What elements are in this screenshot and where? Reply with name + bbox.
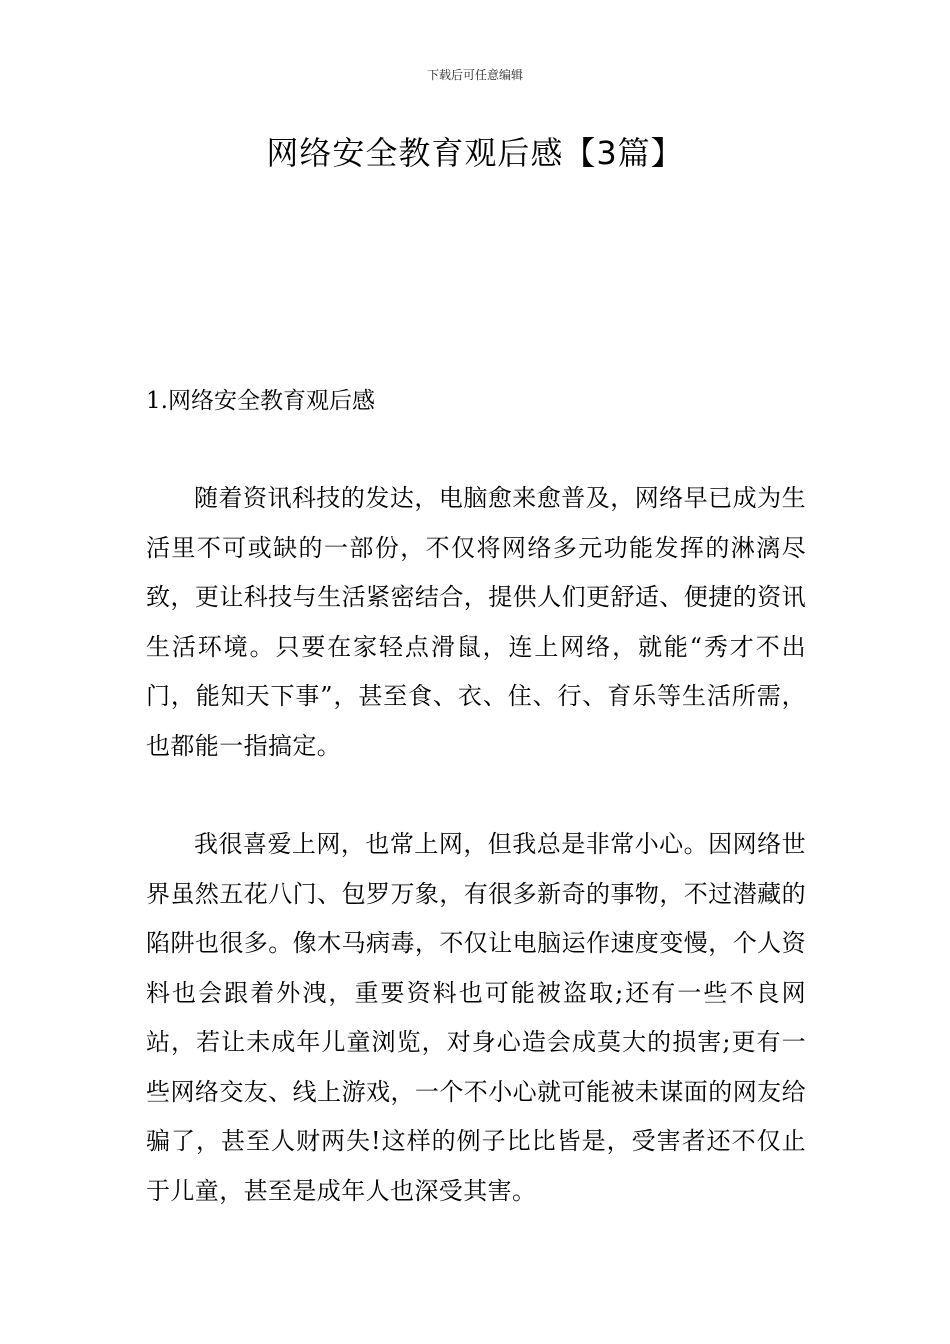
header-note: 下载后可任意编辑 xyxy=(426,68,523,82)
paragraph-2: 我很喜爱上网，也常上网，但我总是非常小心。因网络世界虽然五花八门、包罗万象，有很多新奇的事物，不过潜藏的陷阱也很多。像木马病毒，不仅让电脑运作速度变慢，个人资料也会跟着外洩，重要资料也可能被盗取;还有一些不良网站，若让未成年儿童浏览，对身心造会成莫大的损害;更有一些网络交友、线上游戏，一个不小心就可能被未谋面的网友给骗了，甚至人财两失!这样的例子比比皆是，受害者还不仅止于儿童，甚至是成年人也深受其害。 xyxy=(146,830,806,1205)
paragraph-1: 随着资讯科技的发达，电脑愈来愈普及，网络早已成为生活里不可或缺的一部份，不仅将网络多元功能发挥的淋漓尽致，更让科技与生活紧密结合，提供人们更舒适、便捷的资讯生活环境。只要在家轻点滑鼠，连上网络，就能“秀才不出门，能知天下事”，甚至食、衣、住、行、育乐等生活所需，也都能一指搞定。 xyxy=(146,484,806,760)
document-title: 网络安全教育观后感【3篇】 xyxy=(266,134,684,172)
section-heading: 1.网络安全教育观后感 xyxy=(146,388,375,414)
